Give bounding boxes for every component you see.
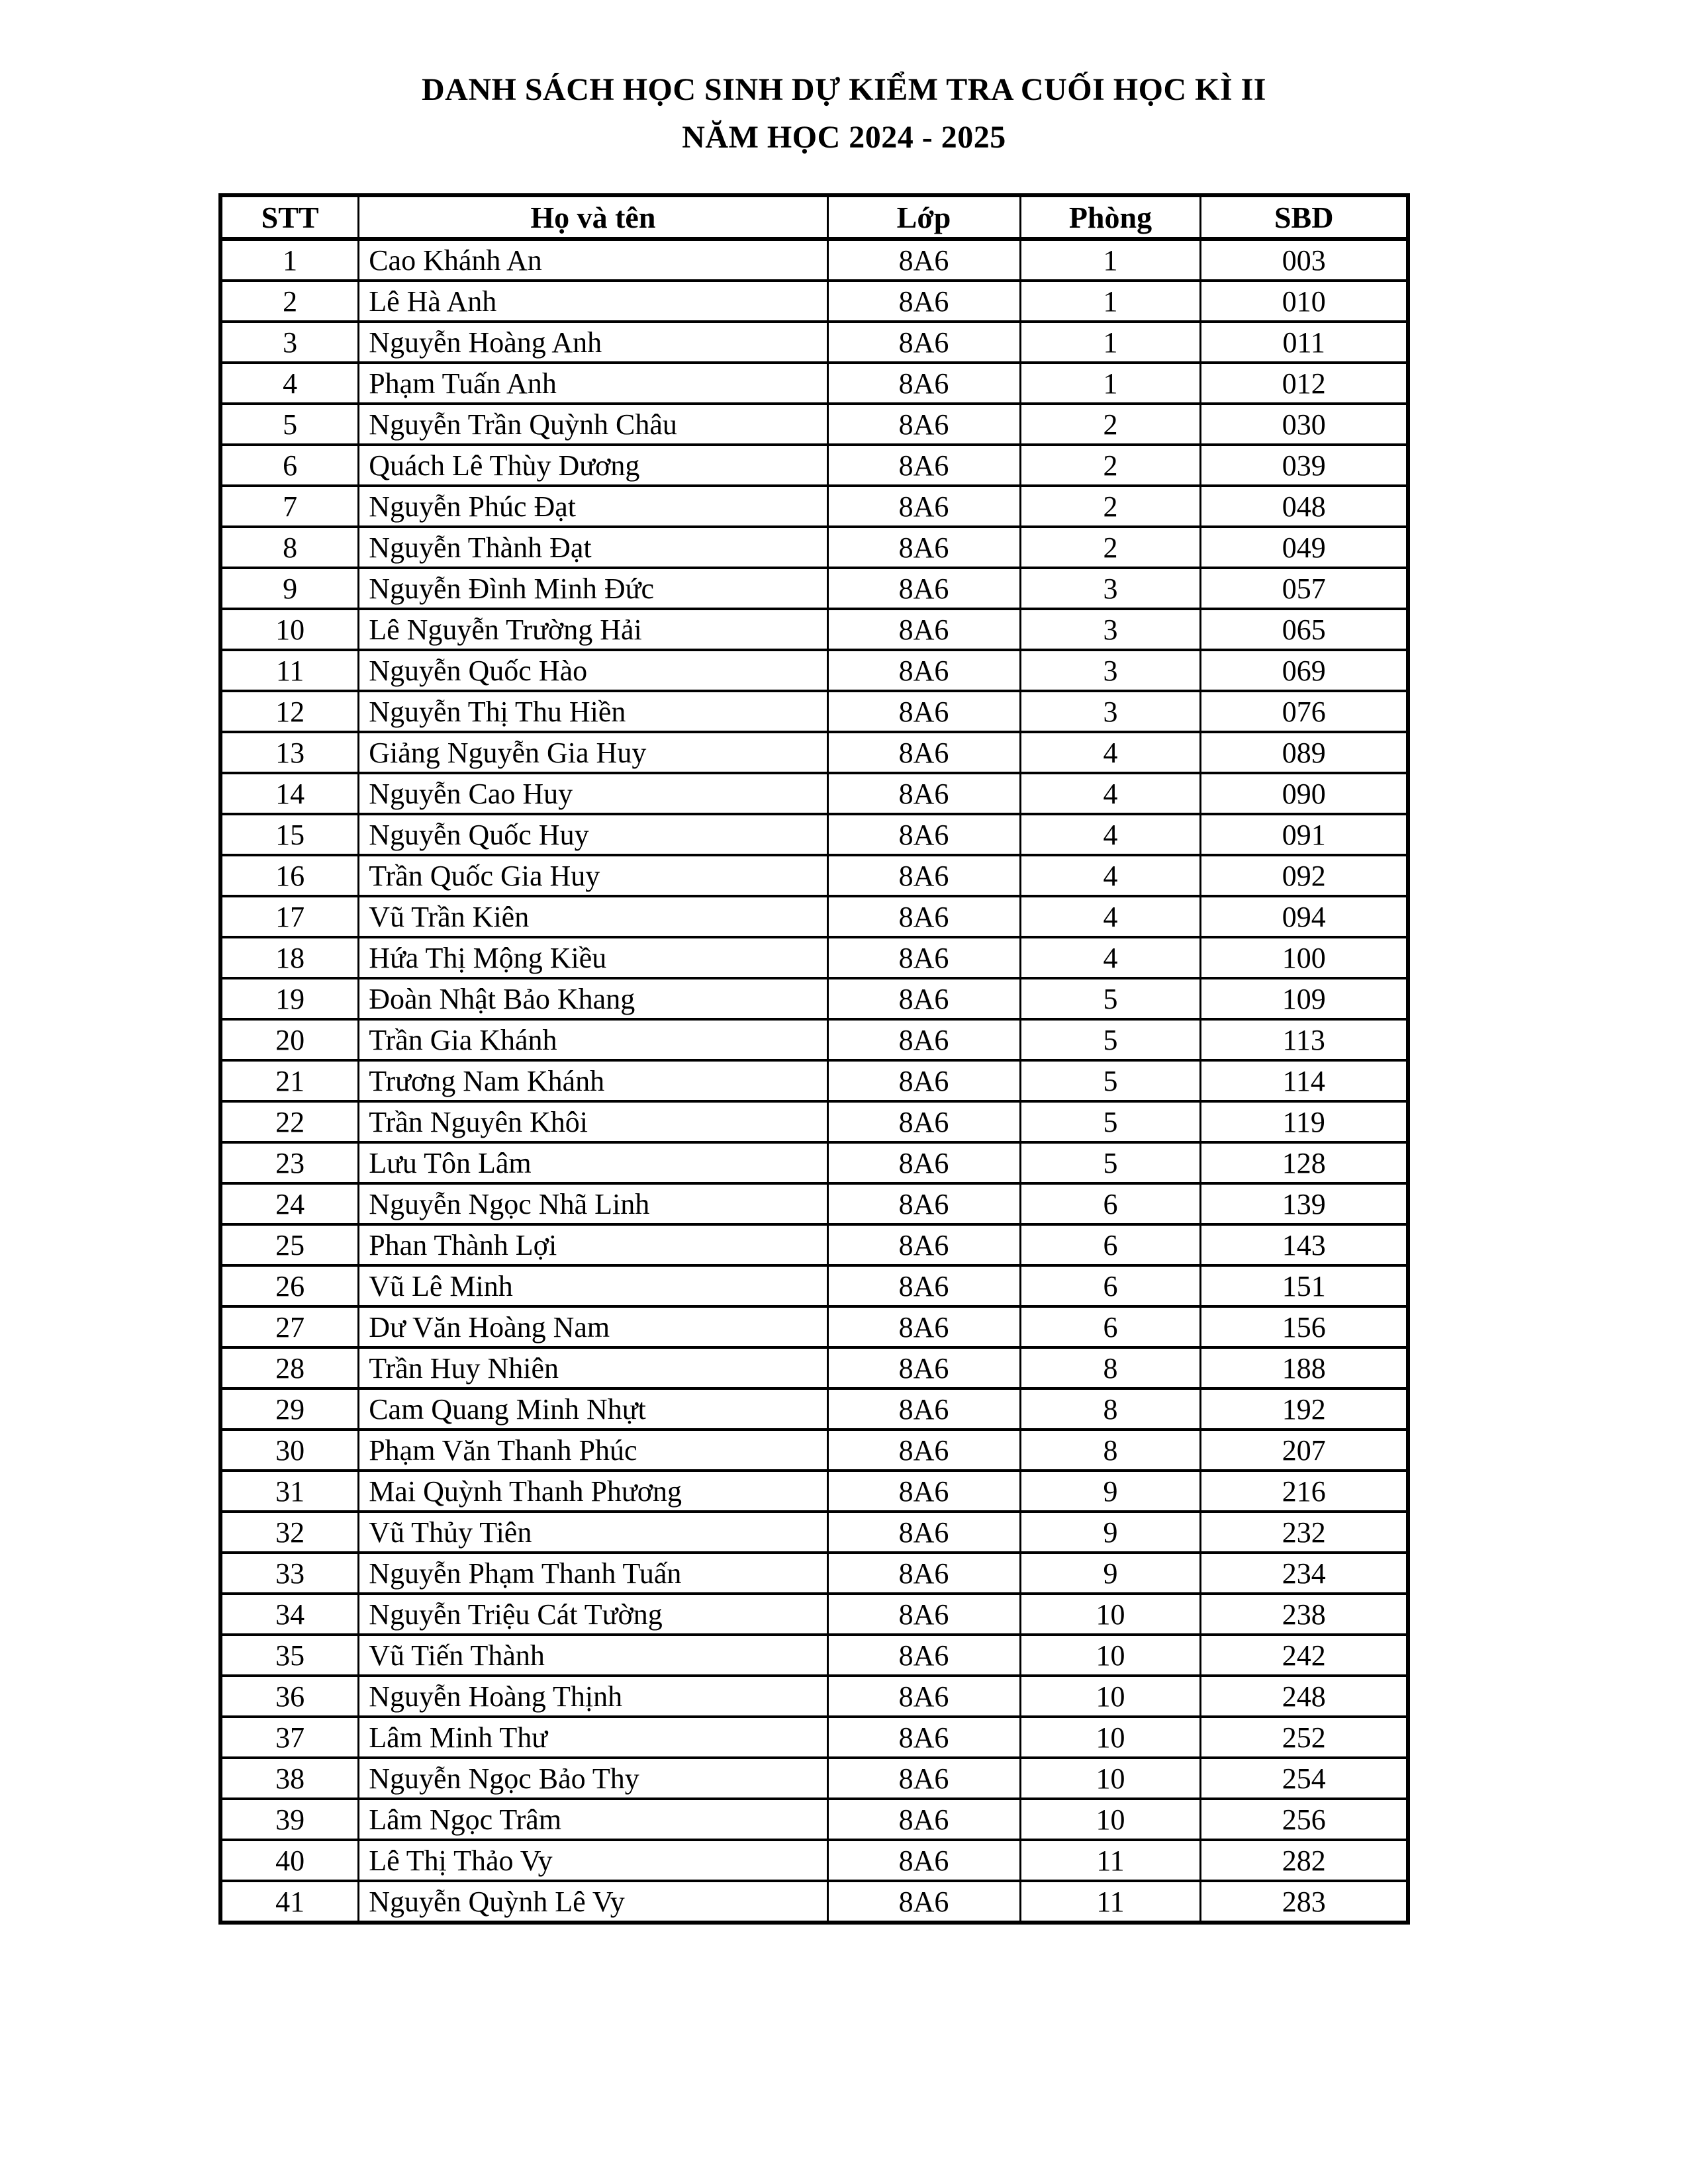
room-cell: 9 xyxy=(1020,1553,1201,1594)
room-cell: 5 xyxy=(1020,1142,1201,1183)
room-cell: 9 xyxy=(1020,1471,1201,1512)
room-cell: 4 xyxy=(1020,896,1201,937)
class-cell: 8A6 xyxy=(827,1430,1020,1471)
class-cell: 8A6 xyxy=(827,486,1020,527)
name-cell: Hứa Thị Mộng Kiều xyxy=(359,937,827,978)
room-cell: 4 xyxy=(1020,814,1201,855)
table-row xyxy=(220,896,1408,937)
stt-cell: 35 xyxy=(220,1635,359,1676)
stt-cell: 29 xyxy=(220,1388,359,1430)
sbd-cell: 010 xyxy=(1201,281,1408,322)
sbd-cell: 207 xyxy=(1201,1430,1408,1471)
class-cell: 8A6 xyxy=(827,568,1020,609)
name-cell: Lưu Tôn Lâm xyxy=(359,1142,827,1183)
stt-cell: 11 xyxy=(220,650,359,691)
sbd-cell: 049 xyxy=(1201,527,1408,568)
room-cell: 5 xyxy=(1020,978,1201,1019)
table-row xyxy=(220,732,1408,773)
sbd-cell: 242 xyxy=(1201,1635,1408,1676)
room-cell: 8 xyxy=(1020,1388,1201,1430)
table-header-row xyxy=(220,195,1408,239)
table-row xyxy=(220,1717,1408,1758)
room-cell: 4 xyxy=(1020,773,1201,814)
stt-cell: 9 xyxy=(220,568,359,609)
stt-cell: 4 xyxy=(220,363,359,404)
class-cell: 8A6 xyxy=(827,1799,1020,1840)
name-cell: Giảng Nguyễn Gia Huy xyxy=(359,732,827,773)
stt-cell: 26 xyxy=(220,1265,359,1306)
sbd-cell: 119 xyxy=(1201,1101,1408,1142)
sbd-cell: 283 xyxy=(1201,1881,1408,1923)
table-row xyxy=(220,1101,1408,1142)
table-row xyxy=(220,1799,1408,1840)
title-line-1: DANH SÁCH HỌC SINH DỰ KIỂM TRA CUỐI HỌC KÌ II xyxy=(422,72,1266,107)
class-cell: 8A6 xyxy=(827,691,1020,732)
sbd-cell: 252 xyxy=(1201,1717,1408,1758)
room-cell: 10 xyxy=(1020,1799,1201,1840)
name-cell: Nguyễn Triệu Cát Tường xyxy=(359,1594,827,1635)
room-cell: 10 xyxy=(1020,1676,1201,1717)
table-row xyxy=(220,486,1408,527)
name-cell: Lê Nguyễn Trường Hải xyxy=(359,609,827,650)
name-cell: Trần Quốc Gia Huy xyxy=(359,855,827,896)
name-cell: Quách Lê Thùy Dương xyxy=(359,445,827,486)
header-class: Lớp xyxy=(827,195,1020,239)
table-row xyxy=(220,1758,1408,1799)
name-cell: Nguyễn Quỳnh Lê Vy xyxy=(359,1881,827,1923)
room-cell: 3 xyxy=(1020,650,1201,691)
name-cell: Cam Quang Minh Nhựt xyxy=(359,1388,827,1430)
name-cell: Lê Hà Anh xyxy=(359,281,827,322)
class-cell: 8A6 xyxy=(827,1060,1020,1101)
room-cell: 10 xyxy=(1020,1635,1201,1676)
class-cell: 8A6 xyxy=(827,1019,1020,1060)
class-cell: 8A6 xyxy=(827,1717,1020,1758)
class-cell: 8A6 xyxy=(827,1594,1020,1635)
room-cell: 3 xyxy=(1020,691,1201,732)
room-cell: 3 xyxy=(1020,609,1201,650)
name-cell: Nguyễn Ngọc Bảo Thy xyxy=(359,1758,827,1799)
stt-cell: 37 xyxy=(220,1717,359,1758)
table-row xyxy=(220,239,1408,281)
sbd-cell: 216 xyxy=(1201,1471,1408,1512)
name-cell: Vũ Lê Minh xyxy=(359,1265,827,1306)
class-cell: 8A6 xyxy=(827,1881,1020,1923)
table-row xyxy=(220,1019,1408,1060)
stt-cell: 31 xyxy=(220,1471,359,1512)
name-cell: Phạm Văn Thanh Phúc xyxy=(359,1430,827,1471)
room-cell: 2 xyxy=(1020,404,1201,445)
room-cell: 6 xyxy=(1020,1265,1201,1306)
room-cell: 1 xyxy=(1020,322,1201,363)
sbd-cell: 012 xyxy=(1201,363,1408,404)
sbd-cell: 090 xyxy=(1201,773,1408,814)
sbd-cell: 143 xyxy=(1201,1224,1408,1265)
stt-cell: 16 xyxy=(220,855,359,896)
name-cell: Nguyễn Hoàng Anh xyxy=(359,322,827,363)
table-row xyxy=(220,281,1408,322)
class-cell: 8A6 xyxy=(827,937,1020,978)
class-cell: 8A6 xyxy=(827,1553,1020,1594)
room-cell: 5 xyxy=(1020,1060,1201,1101)
sbd-cell: 114 xyxy=(1201,1060,1408,1101)
stt-cell: 6 xyxy=(220,445,359,486)
stt-cell: 17 xyxy=(220,896,359,937)
class-cell: 8A6 xyxy=(827,1635,1020,1676)
sbd-cell: 128 xyxy=(1201,1142,1408,1183)
sbd-cell: 113 xyxy=(1201,1019,1408,1060)
room-cell: 3 xyxy=(1020,568,1201,609)
name-cell: Lâm Minh Thư xyxy=(359,1717,827,1758)
name-cell: Phan Thành Lợi xyxy=(359,1224,827,1265)
table-body xyxy=(220,239,1408,1923)
room-cell: 6 xyxy=(1020,1224,1201,1265)
room-cell: 6 xyxy=(1020,1306,1201,1347)
class-cell: 8A6 xyxy=(827,281,1020,322)
stt-cell: 39 xyxy=(220,1799,359,1840)
room-cell: 1 xyxy=(1020,363,1201,404)
room-cell: 8 xyxy=(1020,1347,1201,1388)
class-cell: 8A6 xyxy=(827,1306,1020,1347)
sbd-cell: 139 xyxy=(1201,1183,1408,1224)
sbd-cell: 011 xyxy=(1201,322,1408,363)
name-cell: Nguyễn Thành Đạt xyxy=(359,527,827,568)
stt-cell: 1 xyxy=(220,239,359,281)
name-cell: Trương Nam Khánh xyxy=(359,1060,827,1101)
stt-cell: 38 xyxy=(220,1758,359,1799)
class-cell: 8A6 xyxy=(827,1840,1020,1881)
stt-cell: 7 xyxy=(220,486,359,527)
name-cell: Mai Quỳnh Thanh Phương xyxy=(359,1471,827,1512)
header-room: Phòng xyxy=(1020,195,1201,239)
stt-cell: 13 xyxy=(220,732,359,773)
sbd-cell: 076 xyxy=(1201,691,1408,732)
stt-cell: 40 xyxy=(220,1840,359,1881)
table-row xyxy=(220,650,1408,691)
sbd-cell: 092 xyxy=(1201,855,1408,896)
table-row xyxy=(220,773,1408,814)
sbd-cell: 151 xyxy=(1201,1265,1408,1306)
table-row xyxy=(220,322,1408,363)
stt-cell: 2 xyxy=(220,281,359,322)
name-cell: Trần Nguyên Khôi xyxy=(359,1101,827,1142)
class-cell: 8A6 xyxy=(827,1676,1020,1717)
stt-cell: 33 xyxy=(220,1553,359,1594)
name-cell: Nguyễn Hoàng Thịnh xyxy=(359,1676,827,1717)
stt-cell: 41 xyxy=(220,1881,359,1923)
room-cell: 2 xyxy=(1020,486,1201,527)
table-row xyxy=(220,978,1408,1019)
table-row xyxy=(220,1881,1408,1923)
stt-cell: 14 xyxy=(220,773,359,814)
table-row xyxy=(220,609,1408,650)
table-row xyxy=(220,1471,1408,1512)
name-cell: Vũ Tiến Thành xyxy=(359,1635,827,1676)
name-cell: Phạm Tuấn Anh xyxy=(359,363,827,404)
name-cell: Vũ Trần Kiên xyxy=(359,896,827,937)
stt-cell: 21 xyxy=(220,1060,359,1101)
name-cell: Lê Thị Thảo Vy xyxy=(359,1840,827,1881)
stt-cell: 22 xyxy=(220,1101,359,1142)
class-cell: 8A6 xyxy=(827,855,1020,896)
room-cell: 1 xyxy=(1020,281,1201,322)
sbd-cell: 091 xyxy=(1201,814,1408,855)
name-cell: Trần Gia Khánh xyxy=(359,1019,827,1060)
sbd-cell: 238 xyxy=(1201,1594,1408,1635)
stt-cell: 3 xyxy=(220,322,359,363)
sbd-cell: 156 xyxy=(1201,1306,1408,1347)
room-cell: 10 xyxy=(1020,1717,1201,1758)
stt-cell: 32 xyxy=(220,1512,359,1553)
room-cell: 8 xyxy=(1020,1430,1201,1471)
stt-cell: 12 xyxy=(220,691,359,732)
room-cell: 2 xyxy=(1020,445,1201,486)
sbd-cell: 254 xyxy=(1201,1758,1408,1799)
stt-cell: 10 xyxy=(220,609,359,650)
class-cell: 8A6 xyxy=(827,1471,1020,1512)
table-row xyxy=(220,445,1408,486)
class-cell: 8A6 xyxy=(827,1388,1020,1430)
class-cell: 8A6 xyxy=(827,896,1020,937)
name-cell: Vũ Thủy Tiên xyxy=(359,1512,827,1553)
stt-cell: 23 xyxy=(220,1142,359,1183)
class-cell: 8A6 xyxy=(827,1265,1020,1306)
sbd-cell: 248 xyxy=(1201,1676,1408,1717)
table-row xyxy=(220,527,1408,568)
class-cell: 8A6 xyxy=(827,814,1020,855)
table-row xyxy=(220,814,1408,855)
title-line-2: NĂM HỌC 2024 - 2025 xyxy=(682,120,1006,155)
table-row xyxy=(220,1183,1408,1224)
room-cell: 2 xyxy=(1020,527,1201,568)
stt-cell: 36 xyxy=(220,1676,359,1717)
stt-cell: 8 xyxy=(220,527,359,568)
table-row xyxy=(220,1553,1408,1594)
sbd-cell: 039 xyxy=(1201,445,1408,486)
sbd-cell: 192 xyxy=(1201,1388,1408,1430)
room-cell: 6 xyxy=(1020,1183,1201,1224)
room-cell: 9 xyxy=(1020,1512,1201,1553)
header-name: Họ và tên xyxy=(359,195,827,239)
stt-cell: 27 xyxy=(220,1306,359,1347)
room-cell: 4 xyxy=(1020,937,1201,978)
stt-cell: 28 xyxy=(220,1347,359,1388)
header-stt: STT xyxy=(220,195,359,239)
name-cell: Nguyễn Phạm Thanh Tuấn xyxy=(359,1553,827,1594)
name-cell: Nguyễn Phúc Đạt xyxy=(359,486,827,527)
table-row xyxy=(220,1676,1408,1717)
sbd-cell: 109 xyxy=(1201,978,1408,1019)
room-cell: 4 xyxy=(1020,855,1201,896)
document-title xyxy=(0,66,1688,161)
name-cell: Cao Khánh An xyxy=(359,239,827,281)
table-row xyxy=(220,1388,1408,1430)
class-cell: 8A6 xyxy=(827,650,1020,691)
class-cell: 8A6 xyxy=(827,1758,1020,1799)
class-cell: 8A6 xyxy=(827,773,1020,814)
name-cell: Đoàn Nhật Bảo Khang xyxy=(359,978,827,1019)
sbd-cell: 282 xyxy=(1201,1840,1408,1881)
table-row xyxy=(220,1840,1408,1881)
sbd-cell: 003 xyxy=(1201,239,1408,281)
class-cell: 8A6 xyxy=(827,322,1020,363)
class-cell: 8A6 xyxy=(827,1142,1020,1183)
sbd-cell: 057 xyxy=(1201,568,1408,609)
table-row xyxy=(220,1430,1408,1471)
table-row xyxy=(220,1142,1408,1183)
name-cell: Nguyễn Quốc Huy xyxy=(359,814,827,855)
stt-cell: 15 xyxy=(220,814,359,855)
room-cell: 5 xyxy=(1020,1019,1201,1060)
sbd-cell: 069 xyxy=(1201,650,1408,691)
table-row xyxy=(220,568,1408,609)
stt-cell: 18 xyxy=(220,937,359,978)
table-row xyxy=(220,1635,1408,1676)
name-cell: Dư Văn Hoàng Nam xyxy=(359,1306,827,1347)
stt-cell: 24 xyxy=(220,1183,359,1224)
stt-cell: 30 xyxy=(220,1430,359,1471)
table-row xyxy=(220,1594,1408,1635)
table-row xyxy=(220,363,1408,404)
sbd-cell: 094 xyxy=(1201,896,1408,937)
stt-cell: 5 xyxy=(220,404,359,445)
name-cell: Lâm Ngọc Trâm xyxy=(359,1799,827,1840)
class-cell: 8A6 xyxy=(827,1224,1020,1265)
class-cell: 8A6 xyxy=(827,445,1020,486)
name-cell: Nguyễn Đình Minh Đức xyxy=(359,568,827,609)
sbd-cell: 188 xyxy=(1201,1347,1408,1388)
sbd-cell: 100 xyxy=(1201,937,1408,978)
sbd-cell: 030 xyxy=(1201,404,1408,445)
room-cell: 1 xyxy=(1020,239,1201,281)
class-cell: 8A6 xyxy=(827,527,1020,568)
class-cell: 8A6 xyxy=(827,732,1020,773)
table-row xyxy=(220,691,1408,732)
name-cell: Nguyễn Ngọc Nhã Linh xyxy=(359,1183,827,1224)
room-cell: 10 xyxy=(1020,1758,1201,1799)
name-cell: Nguyễn Trần Quỳnh Châu xyxy=(359,404,827,445)
room-cell: 4 xyxy=(1020,732,1201,773)
sbd-cell: 232 xyxy=(1201,1512,1408,1553)
name-cell: Nguyễn Thị Thu Hiền xyxy=(359,691,827,732)
table-row xyxy=(220,404,1408,445)
class-cell: 8A6 xyxy=(827,363,1020,404)
sbd-cell: 089 xyxy=(1201,732,1408,773)
class-cell: 8A6 xyxy=(827,1183,1020,1224)
room-cell: 10 xyxy=(1020,1594,1201,1635)
room-cell: 5 xyxy=(1020,1101,1201,1142)
class-cell: 8A6 xyxy=(827,1101,1020,1142)
table-row xyxy=(220,1512,1408,1553)
stt-cell: 34 xyxy=(220,1594,359,1635)
class-cell: 8A6 xyxy=(827,404,1020,445)
room-cell: 11 xyxy=(1020,1840,1201,1881)
stt-cell: 20 xyxy=(220,1019,359,1060)
table-row xyxy=(220,937,1408,978)
table-row xyxy=(220,1060,1408,1101)
class-cell: 8A6 xyxy=(827,1512,1020,1553)
table-row xyxy=(220,1347,1408,1388)
room-cell: 11 xyxy=(1020,1881,1201,1923)
class-cell: 8A6 xyxy=(827,978,1020,1019)
sbd-cell: 256 xyxy=(1201,1799,1408,1840)
table-row xyxy=(220,1265,1408,1306)
sbd-cell: 234 xyxy=(1201,1553,1408,1594)
student-roster-table xyxy=(218,193,1410,1925)
sbd-cell: 065 xyxy=(1201,609,1408,650)
name-cell: Nguyễn Cao Huy xyxy=(359,773,827,814)
table-row xyxy=(220,1224,1408,1265)
stt-cell: 19 xyxy=(220,978,359,1019)
sbd-cell: 048 xyxy=(1201,486,1408,527)
header-sbd: SBD xyxy=(1201,195,1408,239)
class-cell: 8A6 xyxy=(827,609,1020,650)
name-cell: Trần Huy Nhiên xyxy=(359,1347,827,1388)
name-cell: Nguyễn Quốc Hào xyxy=(359,650,827,691)
table-row xyxy=(220,1306,1408,1347)
stt-cell: 25 xyxy=(220,1224,359,1265)
table-row xyxy=(220,855,1408,896)
class-cell: 8A6 xyxy=(827,239,1020,281)
class-cell: 8A6 xyxy=(827,1347,1020,1388)
